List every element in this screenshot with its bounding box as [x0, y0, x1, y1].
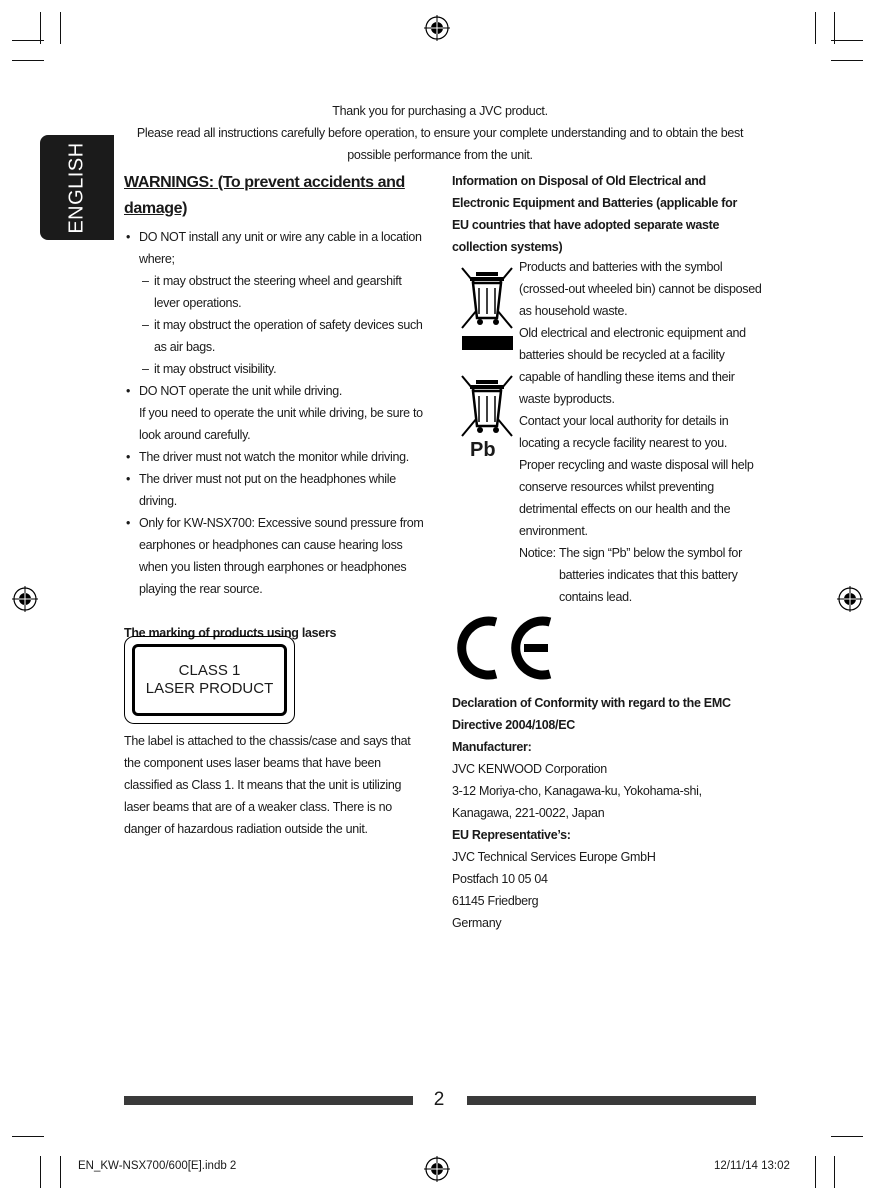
manufacturer-label: Manufacturer:	[452, 740, 532, 754]
crossed-out-bin-battery-icon	[456, 372, 518, 440]
eu-rep-line: 61145 Friedberg	[452, 894, 539, 908]
crossed-out-bin-icon	[456, 264, 518, 354]
eu-rep-label: EU Representative’s:	[452, 828, 571, 842]
crop-mark	[831, 1136, 863, 1137]
manufacturer-line: JVC KENWOOD Corporation	[452, 762, 607, 776]
crop-mark	[834, 1156, 835, 1188]
warnings-heading-line-1: WARNINGS: (To prevent accidents and	[124, 174, 405, 191]
warning-subitem: – it may obstruct the operation of safety devices such as air bags.	[139, 314, 429, 358]
warning-item: • The driver must not watch the monitor while driving.	[124, 446, 429, 468]
warning-sublist	[139, 270, 429, 380]
conformity-heading: Declaration of Conformity with regard to the EMC Directive 2004/108/EC	[452, 696, 731, 732]
disposal-heading: Information on Disposal of Old Electrical and Electronic Equipment and Batteries (applicable for EU countries that have adopted separate waste collection systems)	[452, 174, 738, 254]
crop-mark	[12, 60, 44, 61]
disposal-paragraph: Products and batteries with the symbol (crossed-out wheeled bin) cannot be disposed as household waste.	[519, 260, 762, 318]
notice-text: The sign “Pb” below the symbol for batteries indicates that this battery contains lead.	[559, 546, 742, 604]
eu-rep-line: Postfach 10 05 04	[452, 872, 548, 886]
warning-item: • The driver must not put on the headphones while driving.	[124, 468, 429, 512]
laser-class-label-frame	[132, 644, 287, 716]
laser-label-line-1: CLASS 1	[178, 662, 241, 679]
crop-mark	[60, 1156, 61, 1188]
warnings-list	[124, 226, 429, 600]
intro-text	[124, 100, 756, 166]
warnings-heading-line-2: damage)	[124, 200, 187, 217]
disposal-paragraph: Old electrical and electronic equipment and batteries should be recycled at a facility capable of handling these items and their waste byproducts.	[519, 326, 746, 406]
registration-mark-icon	[424, 1156, 450, 1182]
language-tab	[40, 135, 114, 240]
footer-file: EN_KW-NSX700/600[E].indb 2	[78, 1160, 237, 1172]
page-bar-right	[467, 1096, 756, 1105]
language-tab-label: ENGLISH	[65, 141, 88, 234]
crop-mark	[12, 1136, 44, 1137]
laser-label-line-2: LASER PRODUCT	[145, 680, 274, 697]
registration-mark-icon	[12, 586, 38, 612]
crop-mark	[815, 1156, 816, 1188]
disposal-text	[519, 256, 763, 608]
page-number-bar	[0, 1088, 875, 1112]
footer-stamp: 12/11/14 13:02	[714, 1160, 790, 1172]
ce-mark-icon	[452, 616, 556, 680]
registration-mark-icon	[424, 15, 450, 41]
crop-mark	[12, 40, 44, 41]
warning-item	[124, 380, 429, 446]
crop-mark	[831, 40, 863, 41]
warning-item	[124, 226, 429, 380]
warning-subitem: – it may obstruct visibility.	[139, 358, 429, 380]
registration-mark-icon	[837, 586, 863, 612]
eu-rep-line: JVC Technical Services Europe GmbH	[452, 850, 656, 864]
warning-item-note: If you need to operate the unit while driving, be sure to look around carefully.	[139, 406, 423, 442]
crop-mark	[60, 12, 61, 44]
eu-rep-line: Germany	[452, 916, 502, 930]
warning-item: • Only for KW-NSX700: Excessive sound pressure from earphones or headphones can cause hearing loss when you listen through earphones or headphones playing the rear source.	[124, 512, 429, 600]
pb-label: Pb	[470, 439, 496, 461]
laser-class-label	[124, 636, 295, 724]
warnings-heading	[124, 170, 429, 222]
crop-mark	[815, 12, 816, 44]
warning-item-text: • DO NOT operate the unit while driving.	[139, 384, 343, 398]
intro-line-2: Please read all instructions carefully before operation, to ensure your complete understanding and to obtain the best possible performance from the unit.	[136, 126, 744, 162]
crop-mark	[831, 60, 863, 61]
laser-description: The label is attached to the chassis/case and says that the component uses laser beams that have been classified as Class 1. It means that the unit is utilizing laser beams that are of a weaker class. There is no danger of hazardous radiation outside the unit.	[124, 734, 411, 836]
page-bar-left	[124, 1096, 413, 1105]
left-column	[124, 170, 429, 644]
warning-item-text: DO NOT install any unit or wire any cable in a location where;	[139, 230, 422, 266]
page-number: 2	[433, 1089, 445, 1110]
conformity-section	[452, 692, 762, 934]
manufacturer-line: 3-12 Moriya-cho, Kanagawa-ku, Yokohama-shi,	[452, 784, 702, 798]
disposal-paragraph: Contact your local authority for details in locating a recycle facility nearest to you. Proper recycling and waste disposal will help conserve resources whilst preventing detrimental effects on our health and the environment.	[519, 414, 754, 538]
notice-label: Notice:	[519, 546, 556, 560]
laser-heading: The marking of products using lasers	[124, 626, 337, 640]
disposal-notice	[519, 542, 763, 608]
right-column	[452, 170, 762, 258]
warning-subitem: – it may obstruct the steering wheel and gearshift lever operations.	[139, 270, 429, 314]
manufacturer-line: Kanagawa, 221-0022, Japan	[452, 806, 605, 820]
crop-mark	[40, 1156, 41, 1188]
intro-line-1: Thank you for purchasing a JVC product.	[332, 104, 548, 118]
